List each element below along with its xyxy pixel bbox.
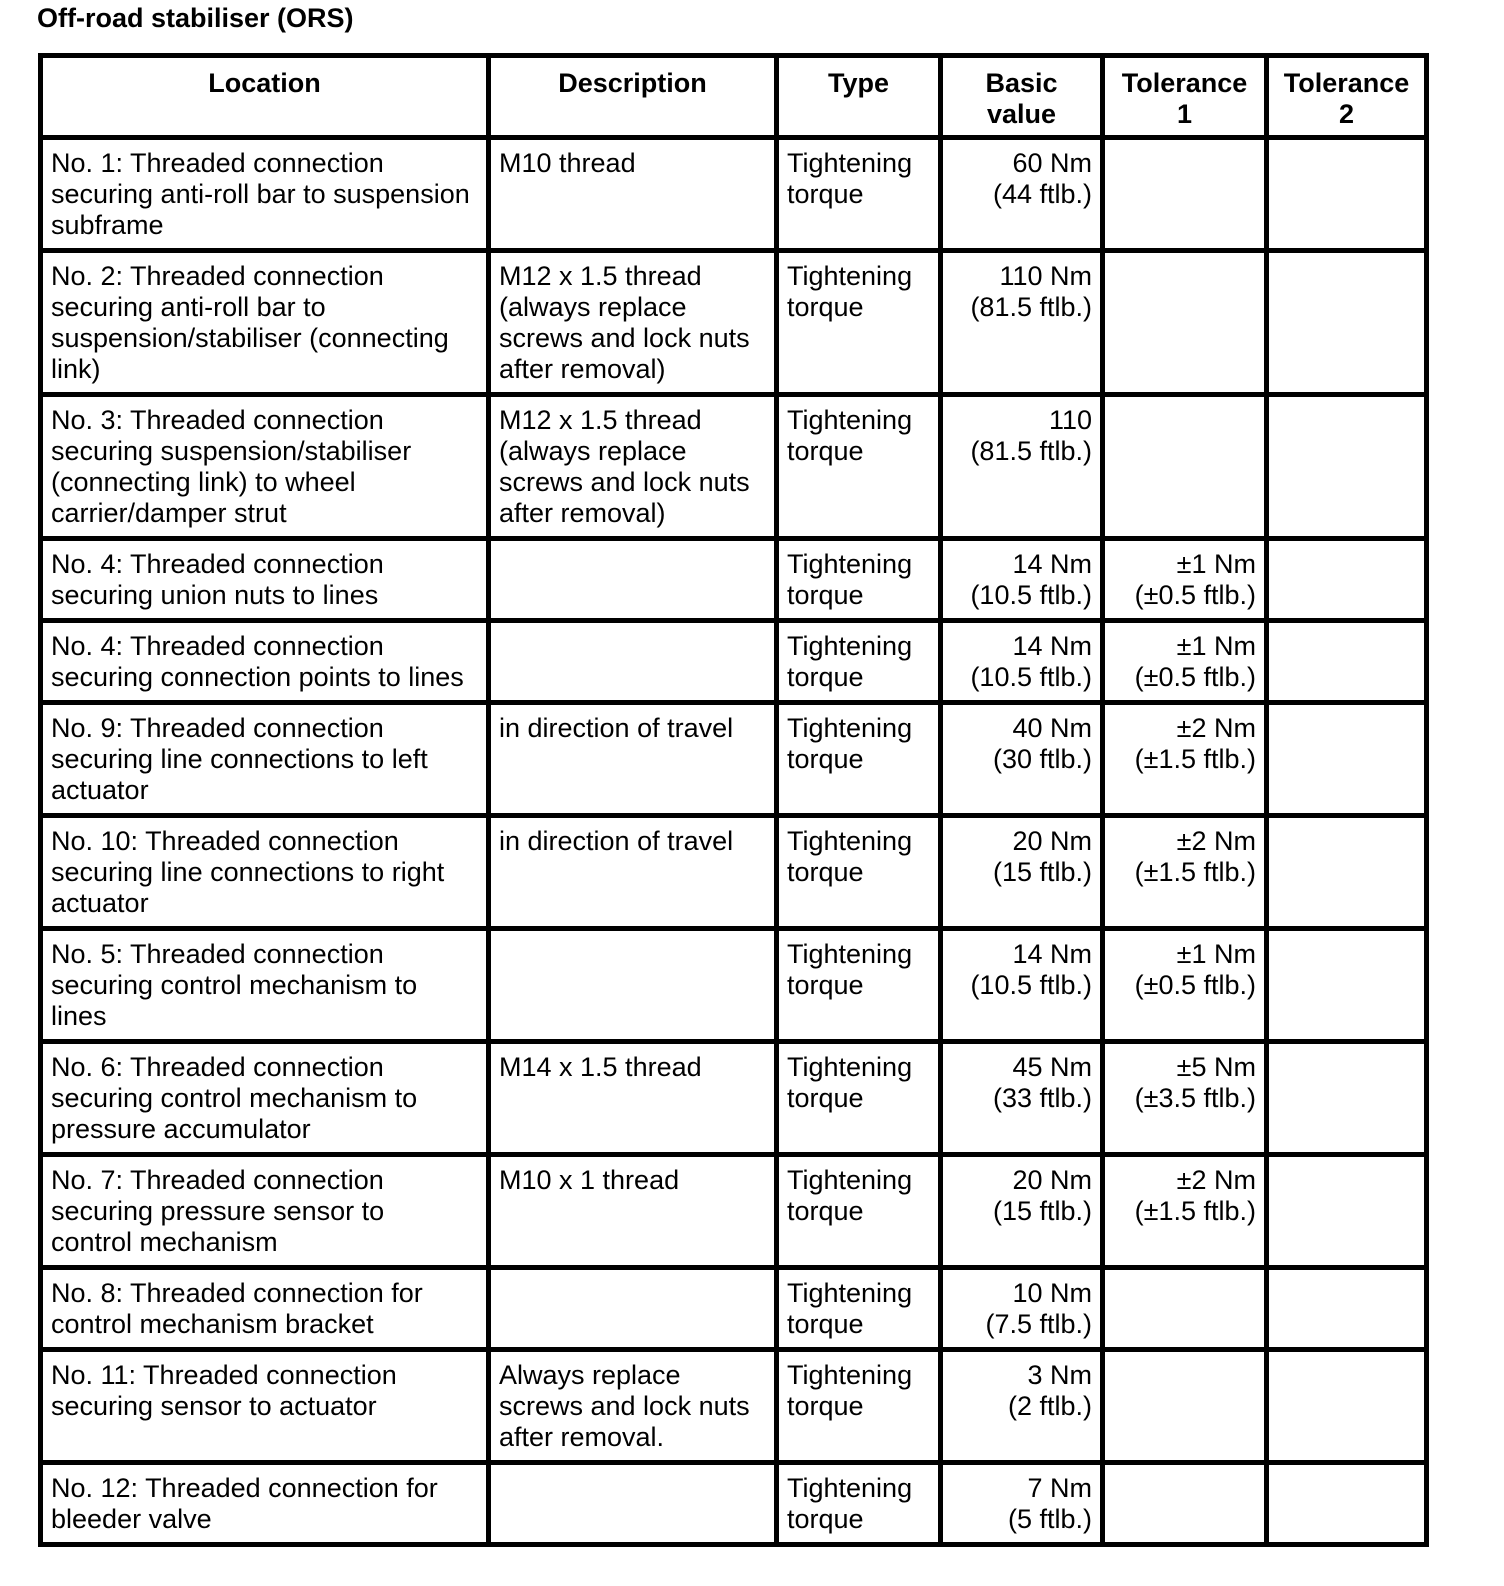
table-row <box>41 929 1427 1042</box>
cell-tolerance-2 <box>1267 1042 1427 1155</box>
cell-description: M12 x 1.5 thread (always replace screws and lock nuts after removal) <box>489 395 777 539</box>
cell-description: M10 thread <box>489 138 777 251</box>
table-header-row <box>41 56 1427 138</box>
cell-description: M12 x 1.5 thread (always replace screws and lock nuts after removal) <box>489 251 777 395</box>
cell-tolerance-1 <box>1103 138 1267 251</box>
cell-description: M10 x 1 thread <box>489 1155 777 1268</box>
cell-tolerance-1 <box>1103 251 1267 395</box>
cell-tolerance-2 <box>1267 816 1427 929</box>
cell-location: No. 2: Threaded connection securing anti-roll bar to suspension/stabiliser (connecting link) <box>41 251 489 395</box>
cell-location: No. 1: Threaded connection securing anti-roll bar to suspension subframe <box>41 138 489 251</box>
cell-basic-value: 14 Nm (10.5 ftlb.) <box>941 929 1103 1042</box>
table-row <box>41 395 1427 539</box>
cell-description <box>489 929 777 1042</box>
cell-basic-value: 110 (81.5 ftlb.) <box>941 395 1103 539</box>
table-row <box>41 138 1427 251</box>
cell-tolerance-1: ±2 Nm (±1.5 ftlb.) <box>1103 703 1267 816</box>
cell-type: Tightening torque <box>777 1155 941 1268</box>
cell-tolerance-2 <box>1267 138 1427 251</box>
cell-type: Tightening torque <box>777 703 941 816</box>
cell-description: Always replace screws and lock nuts after removal. <box>489 1350 777 1463</box>
cell-tolerance-2 <box>1267 1350 1427 1463</box>
column-header-tolerance-1: Tolerance 1 <box>1103 56 1267 138</box>
cell-basic-value: 14 Nm (10.5 ftlb.) <box>941 539 1103 621</box>
page-title: Off-road stabiliser (ORS) <box>37 3 354 33</box>
cell-tolerance-1 <box>1103 1268 1267 1350</box>
cell-location: No. 10: Threaded connection securing line connections to right actuator <box>41 816 489 929</box>
cell-location: No. 6: Threaded connection securing control mechanism to pressure accumulator <box>41 1042 489 1155</box>
cell-basic-value: 10 Nm (7.5 ftlb.) <box>941 1268 1103 1350</box>
cell-tolerance-1: ±1 Nm (±0.5 ftlb.) <box>1103 929 1267 1042</box>
cell-tolerance-2 <box>1267 1155 1427 1268</box>
cell-tolerance-1: ±2 Nm (±1.5 ftlb.) <box>1103 1155 1267 1268</box>
cell-tolerance-2 <box>1267 1463 1427 1545</box>
cell-basic-value: 3 Nm (2 ftlb.) <box>941 1350 1103 1463</box>
cell-tolerance-1: ±1 Nm (±0.5 ftlb.) <box>1103 539 1267 621</box>
table-row <box>41 1350 1427 1463</box>
column-header-location: Location <box>41 56 489 138</box>
cell-basic-value: 14 Nm (10.5 ftlb.) <box>941 621 1103 703</box>
cell-tolerance-2 <box>1267 703 1427 816</box>
table-row <box>41 703 1427 816</box>
cell-tolerance-2 <box>1267 539 1427 621</box>
cell-location: No. 12: Threaded connection for bleeder valve <box>41 1463 489 1545</box>
cell-type: Tightening torque <box>777 1463 941 1545</box>
cell-tolerance-1 <box>1103 395 1267 539</box>
cell-type: Tightening torque <box>777 1268 941 1350</box>
cell-location: No. 9: Threaded connection securing line connections to left actuator <box>41 703 489 816</box>
cell-type: Tightening torque <box>777 251 941 395</box>
cell-tolerance-1 <box>1103 1463 1267 1545</box>
cell-basic-value: 7 Nm (5 ftlb.) <box>941 1463 1103 1545</box>
cell-basic-value: 45 Nm (33 ftlb.) <box>941 1042 1103 1155</box>
table-row <box>41 1463 1427 1545</box>
cell-type: Tightening torque <box>777 395 941 539</box>
torque-spec-table <box>38 53 1429 1547</box>
cell-description <box>489 1268 777 1350</box>
cell-type: Tightening torque <box>777 816 941 929</box>
cell-tolerance-2 <box>1267 1268 1427 1350</box>
cell-location: No. 7: Threaded connection securing pressure sensor to control mechanism <box>41 1155 489 1268</box>
cell-description: in direction of travel <box>489 816 777 929</box>
cell-type: Tightening torque <box>777 1350 941 1463</box>
cell-description <box>489 621 777 703</box>
cell-location: No. 11: Threaded connection securing sensor to actuator <box>41 1350 489 1463</box>
column-header-tolerance-2: Tolerance 2 <box>1267 56 1427 138</box>
cell-tolerance-1: ±1 Nm (±0.5 ftlb.) <box>1103 621 1267 703</box>
column-header-basic-value: Basic value <box>941 56 1103 138</box>
cell-tolerance-1: ±2 Nm (±1.5 ftlb.) <box>1103 816 1267 929</box>
table-row <box>41 1268 1427 1350</box>
cell-description <box>489 1463 777 1545</box>
cell-basic-value: 60 Nm (44 ftlb.) <box>941 138 1103 251</box>
cell-tolerance-1 <box>1103 1350 1267 1463</box>
table-row <box>41 621 1427 703</box>
cell-type: Tightening torque <box>777 539 941 621</box>
cell-description <box>489 539 777 621</box>
cell-location: No. 4: Threaded connection securing connection points to lines <box>41 621 489 703</box>
cell-type: Tightening torque <box>777 138 941 251</box>
cell-basic-value: 40 Nm (30 ftlb.) <box>941 703 1103 816</box>
cell-description: in direction of travel <box>489 703 777 816</box>
cell-location: No. 3: Threaded connection securing suspension/stabiliser (connecting link) to wheel carrier/damper strut <box>41 395 489 539</box>
cell-tolerance-2 <box>1267 395 1427 539</box>
cell-tolerance-1: ±5 Nm (±3.5 ftlb.) <box>1103 1042 1267 1155</box>
table-row <box>41 816 1427 929</box>
cell-type: Tightening torque <box>777 621 941 703</box>
cell-basic-value: 20 Nm (15 ftlb.) <box>941 816 1103 929</box>
table-row <box>41 1042 1427 1155</box>
table-row <box>41 539 1427 621</box>
cell-basic-value: 20 Nm (15 ftlb.) <box>941 1155 1103 1268</box>
table-row <box>41 251 1427 395</box>
cell-description: M14 x 1.5 thread <box>489 1042 777 1155</box>
cell-type: Tightening torque <box>777 1042 941 1155</box>
cell-tolerance-2 <box>1267 929 1427 1042</box>
cell-tolerance-2 <box>1267 621 1427 703</box>
cell-location: No. 5: Threaded connection securing control mechanism to lines <box>41 929 489 1042</box>
cell-location: No. 8: Threaded connection for control mechanism bracket <box>41 1268 489 1350</box>
cell-location: No. 4: Threaded connection securing union nuts to lines <box>41 539 489 621</box>
table-row <box>41 1155 1427 1268</box>
column-header-type: Type <box>777 56 941 138</box>
cell-tolerance-2 <box>1267 251 1427 395</box>
cell-type: Tightening torque <box>777 929 941 1042</box>
cell-basic-value: 110 Nm (81.5 ftlb.) <box>941 251 1103 395</box>
column-header-description: Description <box>489 56 777 138</box>
